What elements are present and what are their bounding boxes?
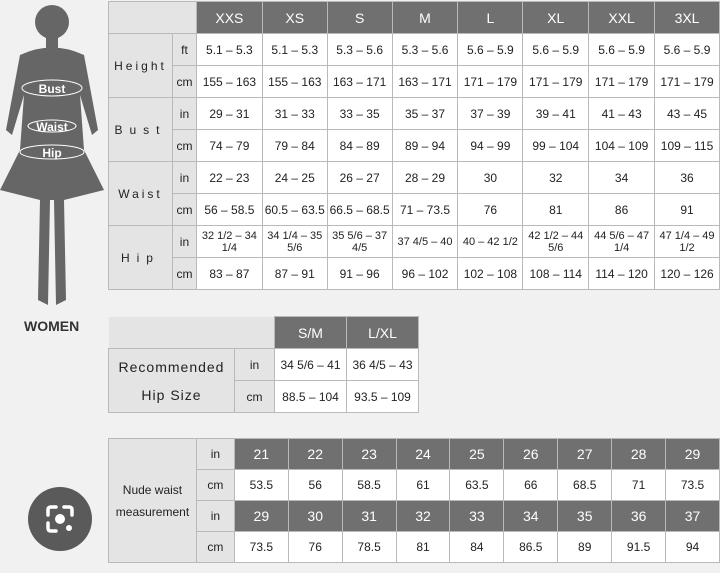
table-cell: 47 1/4 – 49 1/2 — [655, 226, 720, 258]
unit-label: cm — [172, 258, 196, 290]
waist-in-cell: 26 — [504, 439, 558, 470]
table-cell: 171 – 179 — [458, 66, 523, 98]
table-cell: 42 1/2 – 44 5/6 — [523, 226, 589, 258]
waist-cm-cell: 73.5 — [666, 470, 720, 501]
size-header: XS — [262, 2, 327, 34]
table-cell: 28 – 29 — [392, 162, 458, 194]
table-cell: 56 – 58.5 — [196, 194, 262, 226]
unit-label: cm — [196, 470, 234, 501]
table-cell: 102 – 108 — [458, 258, 523, 290]
table-cell: 171 – 179 — [589, 66, 655, 98]
size-header: XXS — [196, 2, 262, 34]
table-cell: 91 – 96 — [327, 258, 392, 290]
table-cell: 22 – 23 — [196, 162, 262, 194]
table-cell: 33 – 35 — [327, 98, 392, 130]
table-cell: 39 – 41 — [523, 98, 589, 130]
waist-in-cell: 34 — [504, 501, 558, 532]
size-header: XXL — [589, 2, 655, 34]
waist-cm-cell: 63.5 — [450, 470, 504, 501]
unit-label: in — [172, 162, 196, 194]
hip-label: Hip — [42, 146, 62, 160]
waist-in-cell: 22 — [288, 439, 342, 470]
table-cell: 104 – 109 — [589, 130, 655, 162]
waist-in-cell: 30 — [288, 501, 342, 532]
table-cell: 60.5 – 63.5 — [262, 194, 327, 226]
table-cell: 41 – 43 — [589, 98, 655, 130]
header-corner — [109, 317, 275, 349]
table-cell: 30 — [458, 162, 523, 194]
google-lens-icon — [28, 487, 92, 551]
size-header: L/XL — [347, 317, 419, 349]
waist-in-cell: 32 — [396, 501, 450, 532]
unit-label: cm — [172, 194, 196, 226]
table-cell: 84 – 89 — [327, 130, 392, 162]
waist-cm-cell: 86.5 — [504, 532, 558, 563]
table-cell: 79 – 84 — [262, 130, 327, 162]
hip-size-table — [108, 316, 419, 413]
size-header: S — [327, 2, 392, 34]
waist-in-cell: 29 — [234, 501, 288, 532]
waist-label: Waist — [36, 120, 68, 134]
row-label-waist: Waist — [109, 162, 173, 226]
table-cell: 34 1/4 – 35 5/6 — [262, 226, 327, 258]
table-cell: 31 – 33 — [262, 98, 327, 130]
table-cell: 88.5 – 104 — [275, 381, 347, 413]
table-cell: 40 – 42 1/2 — [458, 226, 523, 258]
waist-cm-cell: 91.5 — [612, 532, 666, 563]
lens-button[interactable] — [28, 487, 92, 551]
unit-label: in — [196, 439, 234, 470]
size-header: S/M — [275, 317, 347, 349]
waist-cm-cell: 94 — [666, 532, 720, 563]
waist-in-cell: 31 — [342, 501, 396, 532]
table-cell: 5.6 – 5.9 — [523, 34, 589, 66]
table-cell: 66.5 – 68.5 — [327, 194, 392, 226]
waist-cm-cell: 78.5 — [342, 532, 396, 563]
waist-cm-cell: 66 — [504, 470, 558, 501]
table-cell: 74 – 79 — [196, 130, 262, 162]
table-cell: 71 – 73.5 — [392, 194, 458, 226]
size-header: L — [458, 2, 523, 34]
row-label-hip: Hip — [109, 226, 173, 290]
size-chart-table — [108, 1, 720, 290]
table-cell: 36 — [655, 162, 720, 194]
women-figure — [0, 0, 108, 315]
table-cell: 34 5/6 – 41 — [275, 349, 347, 381]
row-label-height: Height — [109, 34, 173, 98]
table-cell: 91 — [655, 194, 720, 226]
unit-label: in — [172, 98, 196, 130]
table-cell: 83 – 87 — [196, 258, 262, 290]
table-cell: 35 5/6 – 37 4/5 — [327, 226, 392, 258]
unit-label: cm — [172, 66, 196, 98]
nude-waist-label: Nude waist measurement — [109, 439, 197, 563]
row-label-bust: Bust — [109, 98, 173, 162]
size-header: M — [392, 2, 458, 34]
unit-label: in — [235, 349, 275, 381]
table-cell: 155 – 163 — [196, 66, 262, 98]
table-cell: 32 1/2 – 34 1/4 — [196, 226, 262, 258]
table-cell: 81 — [523, 194, 589, 226]
table-cell: 43 – 45 — [655, 98, 720, 130]
table-cell: 86 — [589, 194, 655, 226]
waist-in-cell: 23 — [342, 439, 396, 470]
table-cell: 76 — [458, 194, 523, 226]
table-cell: 155 – 163 — [262, 66, 327, 98]
table-cell: 163 – 171 — [327, 66, 392, 98]
table-cell: 96 – 102 — [392, 258, 458, 290]
waist-in-cell: 25 — [450, 439, 504, 470]
table-cell: 5.1 – 5.3 — [196, 34, 262, 66]
table-cell: 5.6 – 5.9 — [655, 34, 720, 66]
table-cell: 109 – 115 — [655, 130, 720, 162]
waist-cm-cell: 76 — [288, 532, 342, 563]
waist-cm-cell: 71 — [612, 470, 666, 501]
table-cell: 34 — [589, 162, 655, 194]
waist-in-cell: 27 — [558, 439, 612, 470]
waist-cm-cell: 73.5 — [234, 532, 288, 563]
waist-in-cell: 28 — [612, 439, 666, 470]
size-header: 3XL — [655, 2, 720, 34]
bust-label: Bust — [38, 82, 66, 96]
waist-in-cell: 29 — [666, 439, 720, 470]
table-cell: 26 – 27 — [327, 162, 392, 194]
table-cell: 5.6 – 5.9 — [458, 34, 523, 66]
waist-in-cell: 37 — [666, 501, 720, 532]
table-cell: 94 – 99 — [458, 130, 523, 162]
waist-in-cell: 33 — [450, 501, 504, 532]
table-cell: 29 – 31 — [196, 98, 262, 130]
table-cell: 114 – 120 — [589, 258, 655, 290]
table-cell: 87 – 91 — [262, 258, 327, 290]
waist-cm-cell: 56 — [288, 470, 342, 501]
size-header: XL — [523, 2, 589, 34]
table-cell: 120 – 126 — [655, 258, 720, 290]
waist-in-cell: 35 — [558, 501, 612, 532]
table-cell: 37 4/5 – 40 — [392, 226, 458, 258]
table-cell: 108 – 114 — [523, 258, 589, 290]
table-cell: 37 – 39 — [458, 98, 523, 130]
waist-cm-cell: 68.5 — [558, 470, 612, 501]
table-cell: 171 – 179 — [655, 66, 720, 98]
table-cell: 44 5/6 – 47 1/4 — [589, 226, 655, 258]
waist-in-cell: 21 — [234, 439, 288, 470]
waist-cm-cell: 53.5 — [234, 470, 288, 501]
table-cell: 24 – 25 — [262, 162, 327, 194]
table-cell: 5.3 – 5.6 — [327, 34, 392, 66]
waist-cm-cell: 81 — [396, 532, 450, 563]
unit-label: in — [172, 226, 196, 258]
table-cell: 5.1 – 5.3 — [262, 34, 327, 66]
table-cell: 36 4/5 – 43 — [347, 349, 419, 381]
unit-label: ft — [172, 34, 196, 66]
waist-cm-cell: 61 — [396, 470, 450, 501]
table-cell: 32 — [523, 162, 589, 194]
table-cell: 89 – 94 — [392, 130, 458, 162]
waist-in-cell: 36 — [612, 501, 666, 532]
table-cell: 171 – 179 — [523, 66, 589, 98]
unit-label: in — [196, 501, 234, 532]
table-cell: 93.5 – 109 — [347, 381, 419, 413]
waist-in-cell: 24 — [396, 439, 450, 470]
waist-cm-cell: 84 — [450, 532, 504, 563]
women-caption: WOMEN — [24, 318, 80, 334]
unit-label: cm — [235, 381, 275, 413]
recommended-hip-label: Recommended Hip Size — [109, 349, 235, 413]
table-cell: 5.3 – 5.6 — [392, 34, 458, 66]
unit-label: cm — [172, 130, 196, 162]
table-cell: 5.6 – 5.9 — [589, 34, 655, 66]
table-cell: 99 – 104 — [523, 130, 589, 162]
nude-waist-table — [108, 438, 720, 563]
waist-cm-cell: 58.5 — [342, 470, 396, 501]
table-cell: 163 – 171 — [392, 66, 458, 98]
waist-cm-cell: 89 — [558, 532, 612, 563]
table-cell: 35 – 37 — [392, 98, 458, 130]
unit-label: cm — [196, 532, 234, 563]
header-corner — [109, 2, 197, 34]
